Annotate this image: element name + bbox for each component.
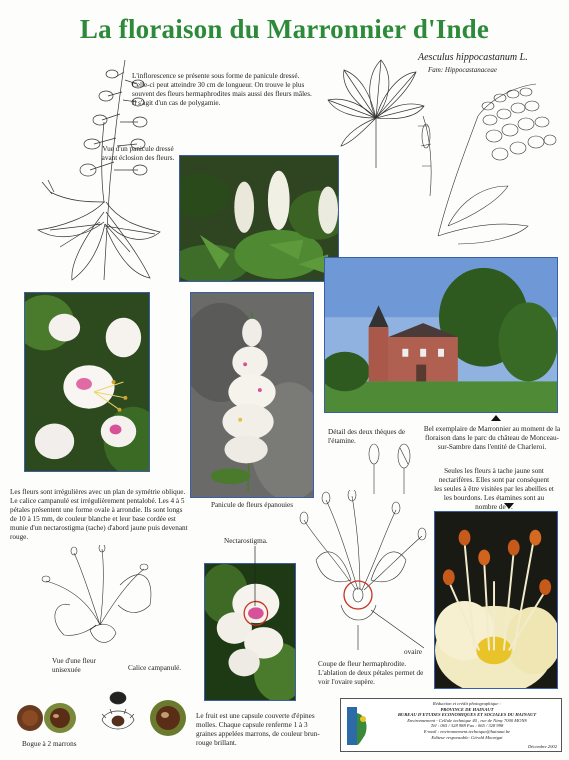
unisexual-label: Vue d'une fleur unisexuée — [52, 657, 96, 674]
bogue-label: Bogue à 2 marrons — [22, 740, 77, 748]
panicle-caption: Vue d'un panicule dressé avant éclosion des fleurs. — [101, 145, 175, 162]
latin-name: Aesculus hippocastanum L. — [418, 52, 528, 63]
arrow-down-icon — [504, 503, 514, 509]
fruit-caption: Le fruit est une capsule couverte d'épines molles. Chaque capsule renferme 1 à 3 graines appelées marrons, de couleur brun-rouge brillant. — [196, 712, 320, 747]
cross-section-drawing — [296, 490, 432, 655]
publication-date: Décembre 2002 — [527, 744, 557, 749]
ovary-label: ovaire — [404, 648, 422, 656]
arrow-up-icon — [491, 415, 501, 421]
photo-stamens-closeup — [434, 511, 558, 689]
leaf-drawing — [326, 58, 426, 170]
publisher-line: E-mail : environnement.technique@hainaut.be — [423, 728, 511, 734]
publisher-line: Réduction et crédit photographique : — [432, 701, 502, 706]
publisher-line: Editeur responsable: Gérald Moortgat — [431, 734, 503, 740]
open-panicle-caption: Panicule de fleurs épanouies — [210, 501, 294, 509]
publisher-text — [375, 701, 559, 740]
fruit-open-capsule — [148, 698, 188, 738]
province-logo — [345, 705, 371, 747]
photo-open-panicle — [190, 292, 314, 498]
publisher-line: Tél : 065 / 328 988 Fax : 065 / 328 998 — [430, 723, 504, 729]
stamen-caption: Détail des deux thèques de l'étamine. — [328, 428, 406, 445]
inflorescence-drawing — [418, 76, 560, 251]
page-title: La floraison du Marronnier d'Inde — [79, 14, 490, 44]
stamen-drawing — [356, 438, 422, 496]
unisexual-flower-drawing — [40, 545, 158, 655]
cross-section-caption: Coupe de fleur hermaphrodite. L'ablation de deux pétales permet de voir l'ovaire supère. — [318, 660, 424, 686]
photo-castle — [324, 257, 558, 413]
flowers-description: Les fleurs sont irrégulières avec un plan de symétrie oblique. Le calice campanulé est irrégulièrement pentalobé. Les 4 à 5 pétales présentent une forme ovale à arrondie. Ils sont longs de 10 à 15 mm, de couleur blanche et leur base cordée est munie d'un nectarostigma (tache) d'abord jaune puis devenant rouge. — [10, 488, 188, 541]
nectar-caption: Seules les fleurs à tache jaune sont nectarifères. Elles sont par conséquent les seules à être visitées par les abeilles et les bourdons. Les étamines sont au nombre de 7. — [434, 467, 554, 511]
calyx-label: Calice campanulé. — [128, 664, 182, 672]
castle-caption: Bel exemplaire de Marronnier au moment de la floraison dans le parc du château de Monceau-sur-Sambre dans l'entité de Charleroi. — [423, 425, 561, 451]
fruit-bogue — [14, 700, 82, 736]
fruit-seeds-drawing — [98, 690, 138, 734]
photo-flowers-closeup — [24, 292, 150, 472]
publisher-line: PROVINCE DE HAINAUT — [440, 706, 494, 712]
family-name: Fam: Hippocastanaceae — [428, 66, 498, 74]
nectarostigma-label: Nectarostigma. — [224, 537, 268, 545]
publisher-line: Environnement - Cellule technique 40 , rue de Nimy 7000 MONS — [407, 717, 527, 723]
nectarostigma-pointer — [250, 546, 260, 606]
photo-panicles-tree — [179, 155, 339, 282]
publisher-box — [340, 698, 562, 752]
intro-text: L'inflorescence se présente sous forme de panicule dressé. Celle-ci peut atteindre 30 cm de longueur. On trouve le plus souvent des fleurs hermaphrodites mais aussi des fleurs mâles. Il s'agit d'un cas de polygamie. — [132, 72, 312, 107]
publisher-line: BUREAU D'ETUDES ECONOMIQUES ET SOCIALES DU HAINAUT — [397, 712, 537, 718]
